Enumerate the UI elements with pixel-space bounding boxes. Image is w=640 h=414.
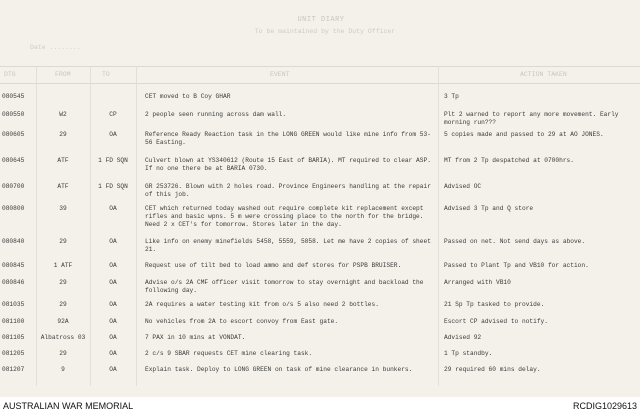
entry-message: Request use of tilt bed to load ammo and def stores for PSPB BRUISER. — [145, 262, 402, 269]
entry-message: Explain task. Deploy to LONG GREEN on task of mine clearance in bunkers. — [145, 366, 413, 373]
column-header-action: ACTION TAKEN — [520, 71, 567, 78]
entry-dtg: 081205 — [2, 350, 25, 357]
column-divider — [438, 66, 439, 386]
entry-dtg: 080846 — [2, 279, 25, 286]
column-header-to: TO — [102, 71, 110, 78]
entry-dtg: 080605 — [2, 131, 25, 138]
document-subtitle: To be maintained by the Duty Officer — [254, 28, 396, 35]
entry-action: 1 Tp standby. — [444, 350, 493, 357]
entry-action: Arranged with VB10 — [444, 279, 511, 286]
document-date-label: Date ........ — [30, 44, 81, 51]
entry-message: Like info on enemy minefields 5458, 5559, 5858. Let me have 2 copies of sheet 21. — [145, 238, 431, 253]
entry-from: ATF — [57, 183, 69, 190]
entry-from: 29 — [59, 279, 67, 286]
entry-dtg: 080845 — [2, 262, 25, 269]
entry-message: 2 c/s 9 SBAR requests CET mine clearing task. — [145, 350, 313, 357]
entry-message: 7 PAX in 10 mins at VONDAT. — [145, 334, 246, 341]
entry-message: CET moved to B Coy GHAR — [145, 93, 231, 100]
column-divider — [136, 66, 137, 386]
entry-action: 21 Sp Tp tasked to provide. — [444, 301, 545, 308]
entry-action: Passed to Plant Tp and VB10 for action. — [444, 262, 589, 269]
entry-action: Advised 3 Tp and Q store — [444, 205, 534, 212]
entry-to: OA — [109, 205, 117, 212]
entry-from: 29 — [59, 301, 67, 308]
entry-dtg: 080840 — [2, 238, 25, 245]
entry-message: 2A requires a water testing kit from o/s 5 also need 2 bottles. — [145, 301, 379, 308]
entry-to: OA — [109, 350, 117, 357]
entry-to: OA — [109, 334, 117, 341]
entry-dtg: 081207 — [2, 366, 25, 373]
entry-message: 2 people seen running across dam wall. — [145, 111, 287, 118]
entry-action: Advised 92 — [444, 334, 482, 341]
entry-dtg: 081035 — [2, 301, 25, 308]
column-divider — [90, 66, 91, 386]
column-divider — [36, 66, 37, 386]
entry-from: 1 ATF — [53, 262, 73, 269]
entry-message: No vehicles from 2A to escort convoy from East gate. — [145, 318, 339, 325]
footer-record-id: RCDIG1029613 — [572, 401, 637, 411]
entry-to: 1 FD SQN — [98, 183, 128, 190]
entry-action: 29 required 60 mins delay. — [444, 366, 541, 373]
entry-message: CET which returned today washed out require complete kit replacement except rifles and basic wpns. 5 m were crossing place to the north for the bridge. Need 2 x CET's for tomorrow. Stores later in the day. — [145, 205, 424, 228]
entry-from: 92A — [57, 318, 69, 325]
entry-dtg: 080645 — [2, 157, 25, 164]
footer-institution: AUSTRALIAN WAR MEMORIAL — [3, 401, 134, 411]
entry-to: OA — [109, 238, 117, 245]
entry-from: Albatross 03 — [40, 334, 86, 341]
entry-dtg: 080700 — [2, 183, 25, 190]
entry-from: 9 — [61, 366, 65, 373]
entry-from: 29 — [59, 238, 67, 245]
column-header-from: FROM — [55, 71, 71, 78]
entry-to: OA — [109, 318, 117, 325]
entry-dtg: 080545 — [2, 93, 25, 100]
entry-to: OA — [109, 279, 117, 286]
entry-to: OA — [109, 131, 117, 138]
entry-to: OA — [109, 301, 117, 308]
entry-message: Reference Ready Reaction task in the LONG GREEN would like mine info from 53-56 Easting. — [145, 131, 431, 146]
document-title: UNIT DIARY — [297, 16, 345, 24]
entry-from: 29 — [59, 131, 67, 138]
column-header-event: EVENT — [270, 71, 290, 78]
column-header-dtg: DTG — [4, 71, 16, 78]
column-header-row — [0, 66, 640, 84]
entry-from: 39 — [59, 205, 67, 212]
entry-action: MT from 2 Tp despatched at 0700hrs. — [444, 157, 574, 164]
entry-dtg: 080550 — [2, 111, 25, 118]
entry-dtg: 080800 — [2, 205, 25, 212]
entry-to: OA — [109, 366, 117, 373]
entry-from: ATF — [57, 157, 69, 164]
entry-action: Plt 2 warned to report any more movement. Early morning run??? — [444, 111, 619, 126]
entry-action: Passed on net. Not send days as above. — [444, 238, 586, 245]
entry-action: Escort CP advised to notify. — [444, 318, 548, 325]
entry-dtg: 081100 — [2, 318, 25, 325]
entry-to: 1 FD SQN — [98, 157, 128, 164]
entry-action: 3 Tp — [444, 93, 459, 100]
entry-message: Advise o/s 2A CMF officer visit tomorrow to stay overnight and backload the following day. — [145, 279, 424, 294]
entry-to: OA — [109, 262, 117, 269]
entry-to: CP — [109, 111, 117, 118]
entry-message: Culvert blown at YS340612 (Route 15 East of BARIA). MT required to clear ASP. If no one there be at BARIA 0730. — [145, 157, 431, 172]
entry-action: Advised OC — [444, 183, 482, 190]
archive-footer — [0, 397, 640, 414]
entry-message: GR 253726. Blown with 2 holes road. Province Engineers handling at the repair of this job. — [145, 183, 431, 198]
entry-from: 29 — [59, 350, 67, 357]
entry-dtg: 081105 — [2, 334, 25, 341]
entry-from: W2 — [59, 111, 67, 118]
entry-action: 5 copies made and passed to 29 at AO JONES. — [444, 131, 604, 138]
